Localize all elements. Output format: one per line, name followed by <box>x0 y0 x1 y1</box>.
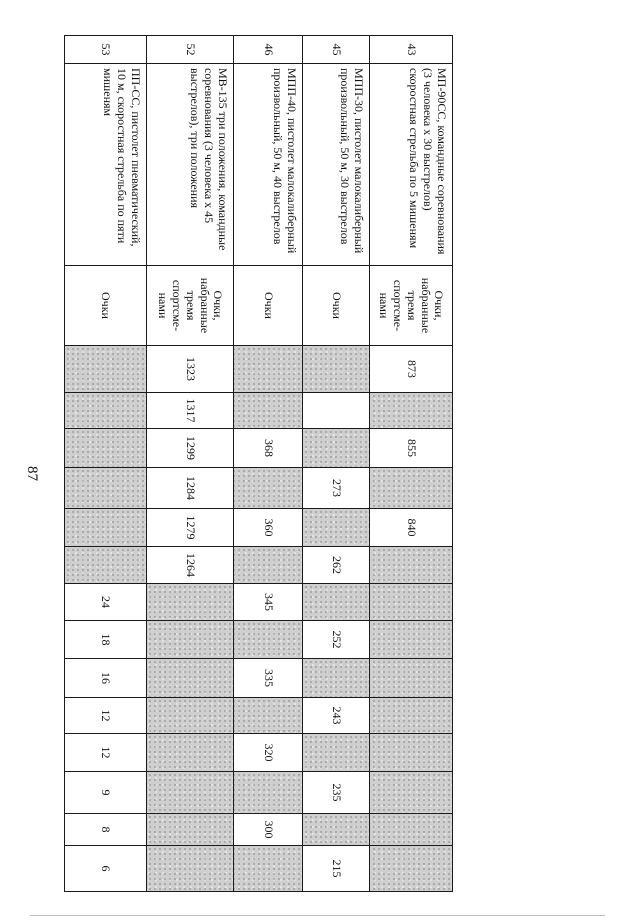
row-number: 52 <box>147 36 234 64</box>
value-cell: 215 <box>303 846 370 892</box>
shaded-value-cell <box>303 814 370 846</box>
discipline-description: МП-90СС, командные соревнования (3 человека х 30 выстрелов) скоростная стрельба по 5 мишеням <box>370 64 453 266</box>
value-cell: 840 <box>370 509 453 547</box>
value-cell: 18 <box>65 621 147 659</box>
shaded-value-cell <box>303 584 370 621</box>
value-cell: 6 <box>65 846 147 892</box>
value-cell: 243 <box>303 698 370 734</box>
shaded-value-cell <box>65 468 147 509</box>
value-cell: 12 <box>65 698 147 734</box>
value-cell: 235 <box>303 772 370 814</box>
unit-of-measure: Очки <box>234 266 303 346</box>
shaded-value-cell <box>234 547 303 584</box>
value-cell: 855 <box>370 429 453 468</box>
shaded-value-cell <box>234 772 303 814</box>
shaded-value-cell <box>234 468 303 509</box>
value-cell: 1264 <box>147 547 234 584</box>
value-cell: 252 <box>303 621 370 659</box>
table-row <box>65 36 147 892</box>
row-number: 46 <box>234 36 303 64</box>
value-cell: 8 <box>65 814 147 846</box>
shaded-value-cell <box>65 547 147 584</box>
shaded-value-cell <box>370 468 453 509</box>
row-number: 53 <box>65 36 147 64</box>
value-cell: 320 <box>234 734 303 772</box>
unit-of-measure: Очки <box>303 266 370 346</box>
value-cell: 1323 <box>147 346 234 393</box>
value-cell: 300 <box>234 814 303 846</box>
shaded-value-cell <box>147 734 234 772</box>
value-cell <box>303 393 370 429</box>
shaded-value-cell <box>370 772 453 814</box>
shaded-value-cell <box>65 393 147 429</box>
discipline-description: МВ-135 три положения, командные соревнования (3 человека х 45 выстрелов), три положения <box>147 64 234 266</box>
shaded-value-cell <box>370 814 453 846</box>
shaded-value-cell <box>147 772 234 814</box>
shaded-value-cell <box>147 621 234 659</box>
shaded-value-cell <box>147 659 234 698</box>
shaded-value-cell <box>147 584 234 621</box>
value-cell: 1279 <box>147 509 234 547</box>
value-cell: 1317 <box>147 393 234 429</box>
shaded-value-cell <box>370 393 453 429</box>
discipline-description: МПП-40, пистолет малокалиберный произвольный, 50 м, 40 выстрелов <box>234 64 303 266</box>
shaded-value-cell <box>234 698 303 734</box>
shaded-value-cell <box>303 346 370 393</box>
table-row <box>147 36 234 892</box>
value-cell: 24 <box>65 584 147 621</box>
page-bottom-rule <box>30 915 605 916</box>
rotated-table-container <box>65 35 453 891</box>
value-cell: 345 <box>234 584 303 621</box>
value-cell: 873 <box>370 346 453 393</box>
value-cell: 335 <box>234 659 303 698</box>
ranking-norms-table <box>64 35 453 892</box>
discipline-description: ПП-СС, пистолет пневматический, 10 м, скоростная стрельба по пяти мишеням <box>65 64 147 266</box>
table-row <box>303 36 370 892</box>
value-cell: 273 <box>303 468 370 509</box>
value-cell: 1299 <box>147 429 234 468</box>
row-number: 43 <box>370 36 453 64</box>
shaded-value-cell <box>303 659 370 698</box>
shaded-value-cell <box>147 846 234 892</box>
unit-of-measure: Очки <box>65 266 147 346</box>
shaded-value-cell <box>370 584 453 621</box>
value-cell: 9 <box>65 772 147 814</box>
shaded-value-cell <box>234 621 303 659</box>
page-number: 87 <box>24 466 40 481</box>
discipline-description: МПП-30, пистолет малокалиберный произвольный, 50 м, 30 выстрелов <box>303 64 370 266</box>
shaded-value-cell <box>234 846 303 892</box>
shaded-value-cell <box>370 621 453 659</box>
value-cell: 1284 <box>147 468 234 509</box>
shaded-value-cell <box>65 429 147 468</box>
value-cell: 12 <box>65 734 147 772</box>
unit-of-measure: Очки, набранные тремя спортсме-нами <box>147 266 234 346</box>
shaded-value-cell <box>147 814 234 846</box>
shaded-value-cell <box>234 393 303 429</box>
shaded-value-cell <box>147 698 234 734</box>
row-number: 45 <box>303 36 370 64</box>
value-cell: 368 <box>234 429 303 468</box>
shaded-value-cell <box>234 346 303 393</box>
shaded-value-cell <box>303 734 370 772</box>
shaded-value-cell <box>370 659 453 698</box>
shaded-value-cell <box>370 734 453 772</box>
shaded-value-cell <box>303 509 370 547</box>
value-cell: 16 <box>65 659 147 698</box>
unit-of-measure: Очки, набранные тремя спортсме-нами <box>370 266 453 346</box>
table-body <box>65 36 453 892</box>
value-cell: 360 <box>234 509 303 547</box>
shaded-value-cell <box>65 346 147 393</box>
shaded-value-cell <box>65 509 147 547</box>
table-row <box>370 36 453 892</box>
shaded-value-cell <box>370 846 453 892</box>
value-cell: 262 <box>303 547 370 584</box>
table-row <box>234 36 303 892</box>
shaded-value-cell <box>303 429 370 468</box>
shaded-value-cell <box>370 698 453 734</box>
shaded-value-cell <box>370 547 453 584</box>
